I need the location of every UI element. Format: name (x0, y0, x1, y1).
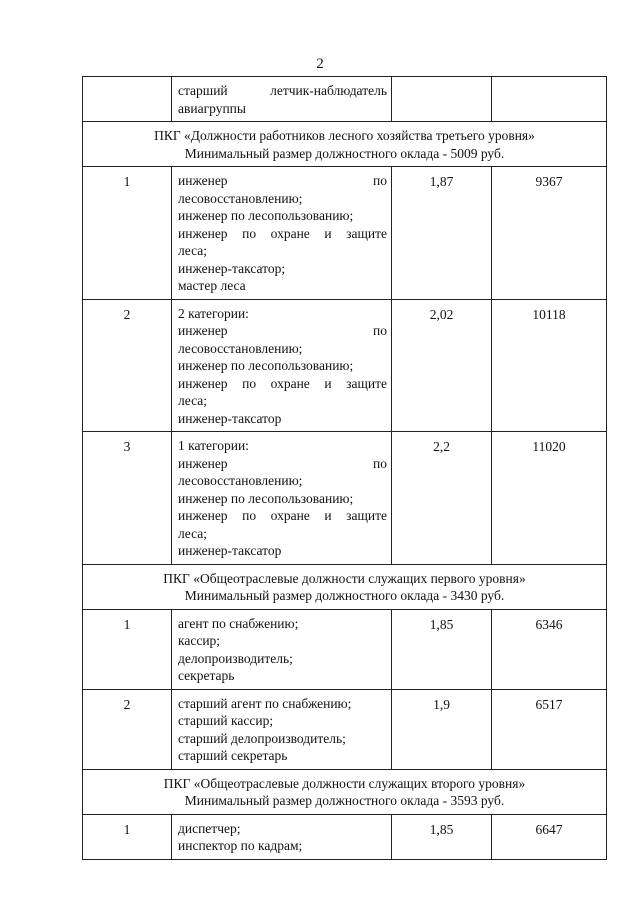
page-number: 2 (316, 56, 324, 72)
group-header (83, 564, 607, 609)
desc-line: 1 категории: (178, 438, 249, 453)
row-number: 1 (83, 814, 172, 859)
table-row (83, 689, 607, 769)
position-description (172, 167, 392, 300)
desc-word: летчик-наблюдатель (270, 83, 387, 98)
position-description (172, 299, 392, 432)
desc-line: старший делопроизводитель; (178, 730, 346, 746)
position-description (172, 689, 392, 769)
position-description (172, 432, 392, 565)
coefficient-cell: 2,2 (392, 432, 492, 565)
desc-line: инженер по охране и защите (178, 375, 387, 391)
desc-word: по (373, 173, 387, 188)
desc-line: лесовосстановлению; (178, 340, 303, 356)
group-subtitle: Минимальный размер должностного оклада - 5009 руб. (184, 145, 505, 161)
desc-line: старший секретарь (178, 748, 288, 763)
table-row (83, 167, 607, 300)
coefficient-cell: 1,85 (392, 814, 492, 859)
desc-word: старший (178, 83, 228, 98)
desc-line: инженер по охране и защите (178, 225, 387, 241)
desc-line: лесовосстановлению; (178, 473, 303, 488)
salary-cell: 10118 (492, 299, 607, 432)
desc-line (178, 322, 387, 340)
table-row (83, 609, 607, 689)
desc-line: авиагруппы (178, 100, 246, 116)
group-header (83, 122, 607, 167)
salary-cell (492, 77, 607, 122)
desc-line: инженер-таксатор (178, 543, 282, 558)
row-number: 1 (83, 609, 172, 689)
coefficient-cell (392, 77, 492, 122)
coefficient-cell: 2,02 (392, 299, 492, 432)
group-subtitle: Минимальный размер должностного оклада - 3430 руб. (184, 588, 505, 603)
desc-line: инспектор по кадрам; (178, 838, 303, 853)
desc-line: диспетчер; (178, 820, 241, 836)
group-header-row (83, 769, 607, 814)
desc-word: по (373, 323, 387, 338)
group-title: ПКГ «Общеотраслевые должности служащих первого уровня» (163, 570, 526, 586)
table-row (83, 814, 607, 859)
group-header (83, 769, 607, 814)
desc-line: делопроизводитель; (178, 650, 293, 666)
row-number (83, 77, 172, 122)
desc-line: инженер по лесопользованию; (178, 208, 354, 223)
row-number: 3 (83, 432, 172, 565)
group-header-row (83, 122, 607, 167)
desc-line: секретарь (178, 668, 235, 683)
desc-line: леса; (178, 393, 207, 408)
group-title: ПКГ «Общеотраслевые должности служащих второго уровня» (163, 775, 526, 791)
desc-line: инженер-таксатор; (178, 260, 286, 276)
desc-line: 2 категории: (178, 305, 249, 321)
desc-line: леса; (178, 243, 207, 258)
position-description (172, 814, 392, 859)
desc-line: инженер по лесопользованию; (178, 490, 354, 506)
salary-cell: 9367 (492, 167, 607, 300)
desc-line: инженер по охране и защите (178, 508, 387, 523)
desc-line: инженер по лесопользованию; (178, 358, 354, 373)
row-number: 2 (83, 299, 172, 432)
desc-line: агент по снабжению; (178, 615, 299, 631)
desc-line (178, 82, 387, 100)
desc-line: старший кассир; (178, 713, 274, 728)
desc-line (178, 172, 387, 190)
desc-line: мастер леса (178, 278, 246, 293)
desc-word: инженер (178, 455, 228, 471)
salary-cell: 11020 (492, 432, 607, 565)
group-header-row (83, 564, 607, 609)
coefficient-cell: 1,9 (392, 689, 492, 769)
desc-line: кассир; (178, 633, 221, 648)
group-title: ПКГ «Должности работников лесного хозяйства третьего уровня» (154, 128, 535, 143)
desc-word: по (373, 455, 387, 471)
coefficient-cell: 1,87 (392, 167, 492, 300)
table-row (83, 77, 607, 122)
row-number: 1 (83, 167, 172, 300)
group-subtitle: Минимальный размер должностного оклада - 3593 руб. (184, 793, 505, 808)
desc-line (178, 455, 387, 473)
coefficient-cell: 1,85 (392, 609, 492, 689)
salary-table (82, 76, 607, 860)
desc-word: инженер (178, 323, 228, 338)
salary-cell: 6517 (492, 689, 607, 769)
salary-cell: 6647 (492, 814, 607, 859)
desc-line: инженер-таксатор (178, 410, 282, 426)
desc-line: старший агент по снабжению; (178, 695, 352, 711)
table-row (83, 299, 607, 432)
position-description (172, 77, 392, 122)
desc-line: леса; (178, 525, 207, 541)
position-description (172, 609, 392, 689)
table-row (83, 432, 607, 565)
salary-cell: 6346 (492, 609, 607, 689)
desc-word: инженер (178, 173, 228, 188)
desc-line: лесовосстановлению; (178, 190, 303, 206)
row-number: 2 (83, 689, 172, 769)
